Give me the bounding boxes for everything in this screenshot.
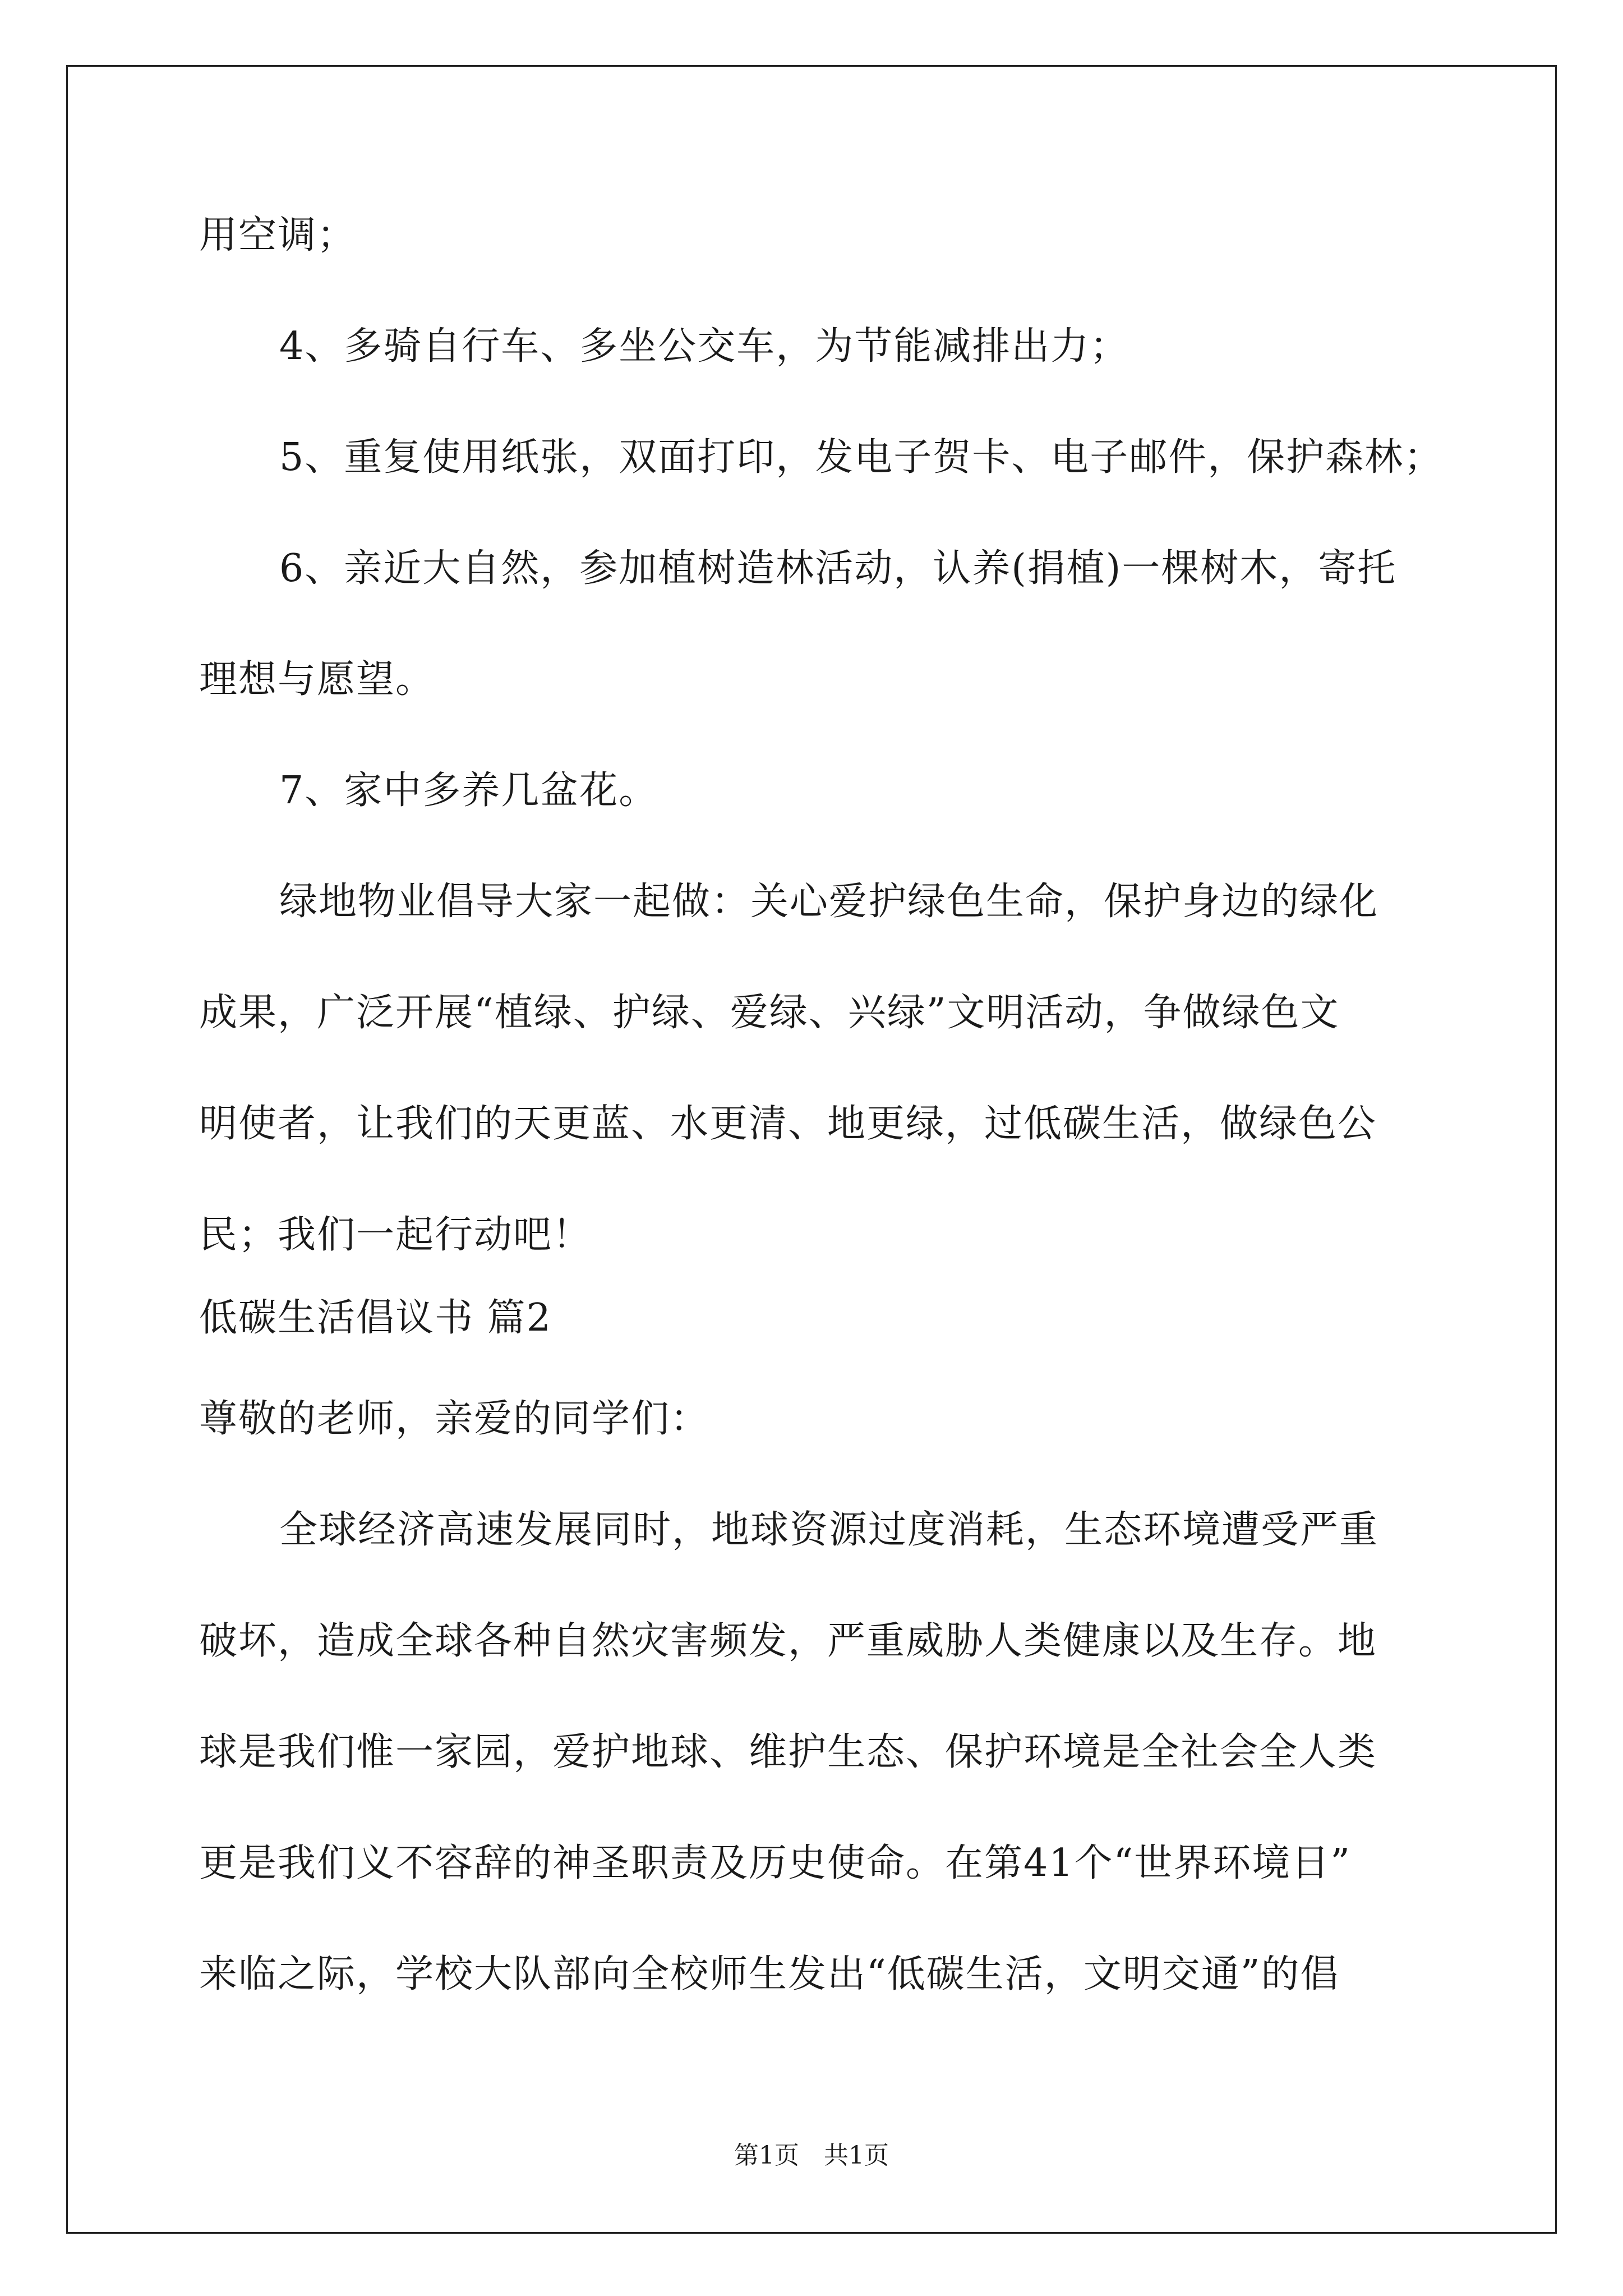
text-line-13: 全球经济高速发展同时，地球资源过度消耗，生态环境遭受严重 [279, 1508, 1379, 1552]
text-line-17: 来临之际，学校大队部向全校师生发出“低碳生活，文明交通”的倡 [199, 1952, 1340, 1996]
text-line-16: 更是我们义不容辞的神圣职责及历史使命。在第41个“世界环境日” [199, 1841, 1352, 1885]
page-border [66, 65, 1557, 2234]
text-line-8: 成果，广泛开展“植绿、护绿、爱绿、兴绿”文明活动，争做绿色文 [199, 991, 1340, 1035]
page-number-footer: 第1页 共1页 [734, 2141, 889, 2170]
text-line-7: 绿地物业倡导大家一起做：关心爱护绿色生命，保护身边的绿化 [279, 880, 1379, 924]
text-line-6: 7、家中多养几盆花。 [279, 769, 658, 813]
text-line-2: 4、多骑自行车、多坐公交车，为节能减排出力； [279, 324, 1129, 369]
text-line-1: 用空调； [199, 213, 357, 257]
text-line-5: 理想与愿望。 [199, 657, 435, 702]
text-line-14: 破坏，造成全球各种自然灾害频发，严重威胁人类健康以及生存。地 [199, 1619, 1377, 1663]
text-line-9: 明使者，让我们的天更蓝、水更清、地更绿，过低碳生活，做绿色公 [199, 1102, 1377, 1146]
salutation: 尊敬的老师，亲爱的同学们： [199, 1397, 710, 1441]
section-heading: 低碳生活倡议书 篇2 [199, 1296, 552, 1340]
text-line-4: 6、亲近大自然，参加植树造林活动，认养(捐植)一棵树木，寄托 [279, 546, 1397, 591]
text-line-3: 5、重复使用纸张，双面打印，发电子贺卡、电子邮件，保护森林； [279, 435, 1444, 480]
text-line-15: 球是我们惟一家园，爱护地球、维护生态、保护环境是全社会全人类 [199, 1730, 1377, 1774]
text-line-10: 民；我们一起行动吧！ [199, 1213, 592, 1257]
